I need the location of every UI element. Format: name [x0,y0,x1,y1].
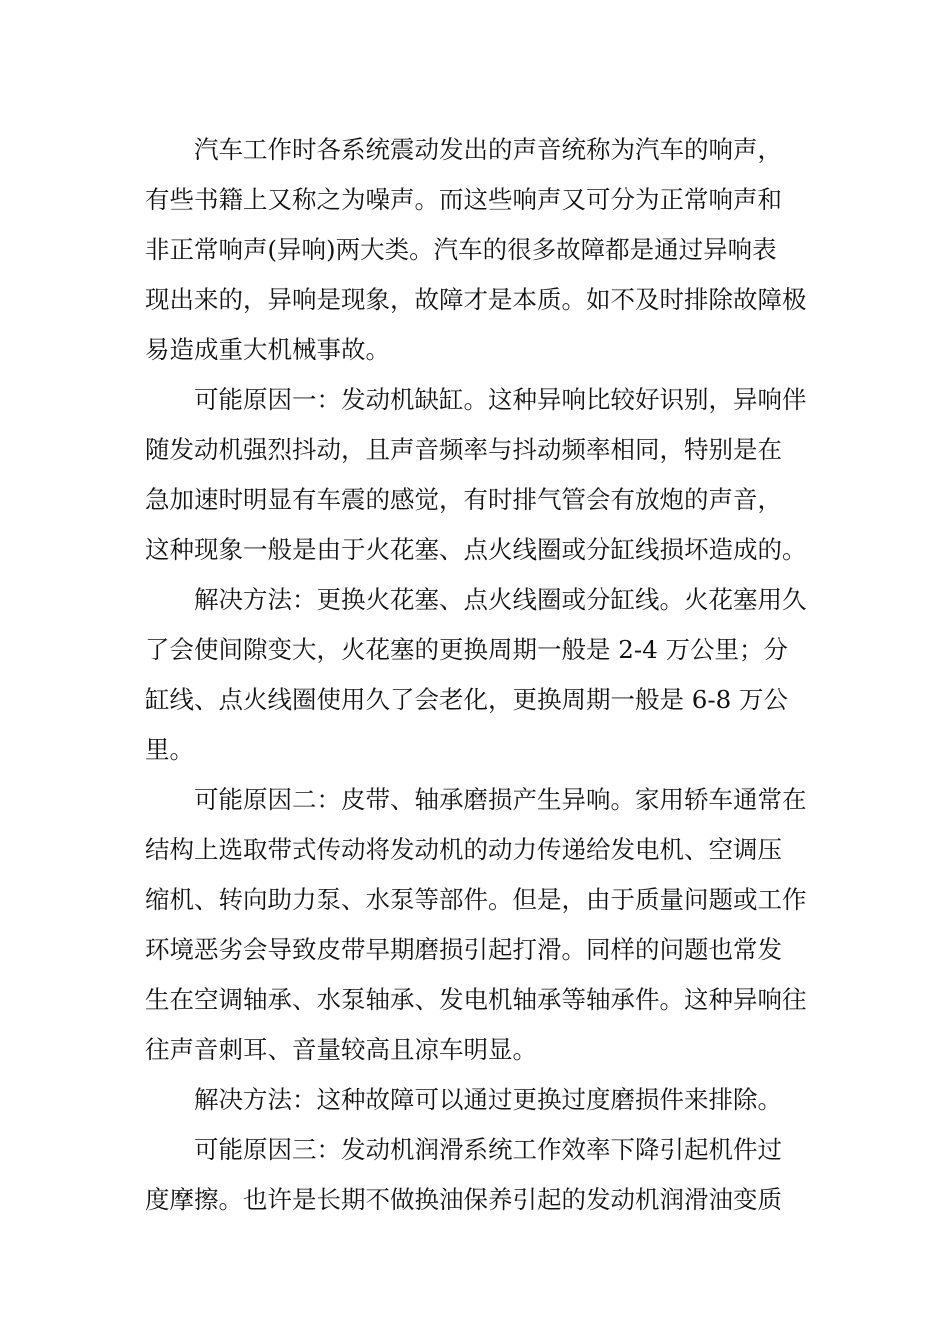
text-line: 有些书籍上又称之为噪声。而这些响声又可分为正常响声和 [145,185,782,214]
text-line: 缸线、点火线圈使用久了会老化，更换周期一般是 6-8 万公 [145,685,789,714]
text-line: 可能原因一：发动机缺缸。这种异响比较好识别，异响伴 [194,385,807,414]
text-line: 易造成重大机械事故。 [145,335,390,364]
document-body [145,125,810,1225]
text-line: 了会使间隙变大，火花塞的更换周期一般是 2-4 万公里；分 [145,635,789,664]
text-line: 可能原因三：发动机润滑系统工作效率下降引起机件过 [194,1135,782,1164]
paragraph-cause-two [145,775,810,1075]
text-line: 解决方法：这种故障可以通过更换过度磨损件来排除。 [194,1085,782,1114]
paragraph-intro [145,125,810,375]
text-line: 里。 [145,735,194,764]
paragraph-solution-one [145,575,810,775]
text-line: 结构上选取带式传动将发动机的动力传递给发电机、空调压 [145,835,782,864]
paragraph-cause-three [145,1125,810,1225]
text-line: 生在空调轴承、水泵轴承、发电机轴承等轴承件。这种异响往 [145,985,807,1014]
text-line: 急加速时明显有车震的感觉，有时排气管会有放炮的声音， [145,485,782,514]
text-line: 现出来的，异响是现象，故障才是本质。如不及时排除故障极 [145,285,807,314]
text-line: 往声音刺耳、音量较高且凉车明显。 [145,1035,537,1064]
text-line: 随发动机强烈抖动，且声音频率与抖动频率相同，特别是在 [145,435,782,464]
text-line: 非正常响声(异响)两大类。汽车的很多故障都是通过异响表 [145,235,777,264]
paragraph-solution-two [145,1075,810,1125]
text-line: 解决方法：更换火花塞、点火线圈或分缸线。火花塞用久 [194,585,807,614]
text-line: 这种现象一般是由于火花塞、点火线圈或分缸线损坏造成的。 [145,535,807,564]
text-line: 度摩擦。也许是长期不做换油保养引起的发动机润滑油变质 [145,1185,782,1214]
text-line: 缩机、转向助力泵、水泵等部件。但是，由于质量问题或工作 [145,885,807,914]
paragraph-cause-one [145,375,810,575]
text-line: 环境恶劣会导致皮带早期磨损引起打滑。同样的问题也常发 [145,935,782,964]
text-line: 汽车工作时各系统震动发出的声音统称为汽车的响声， [194,135,782,164]
text-line: 可能原因二：皮带、轴承磨损产生异响。家用轿车通常在 [194,785,807,814]
